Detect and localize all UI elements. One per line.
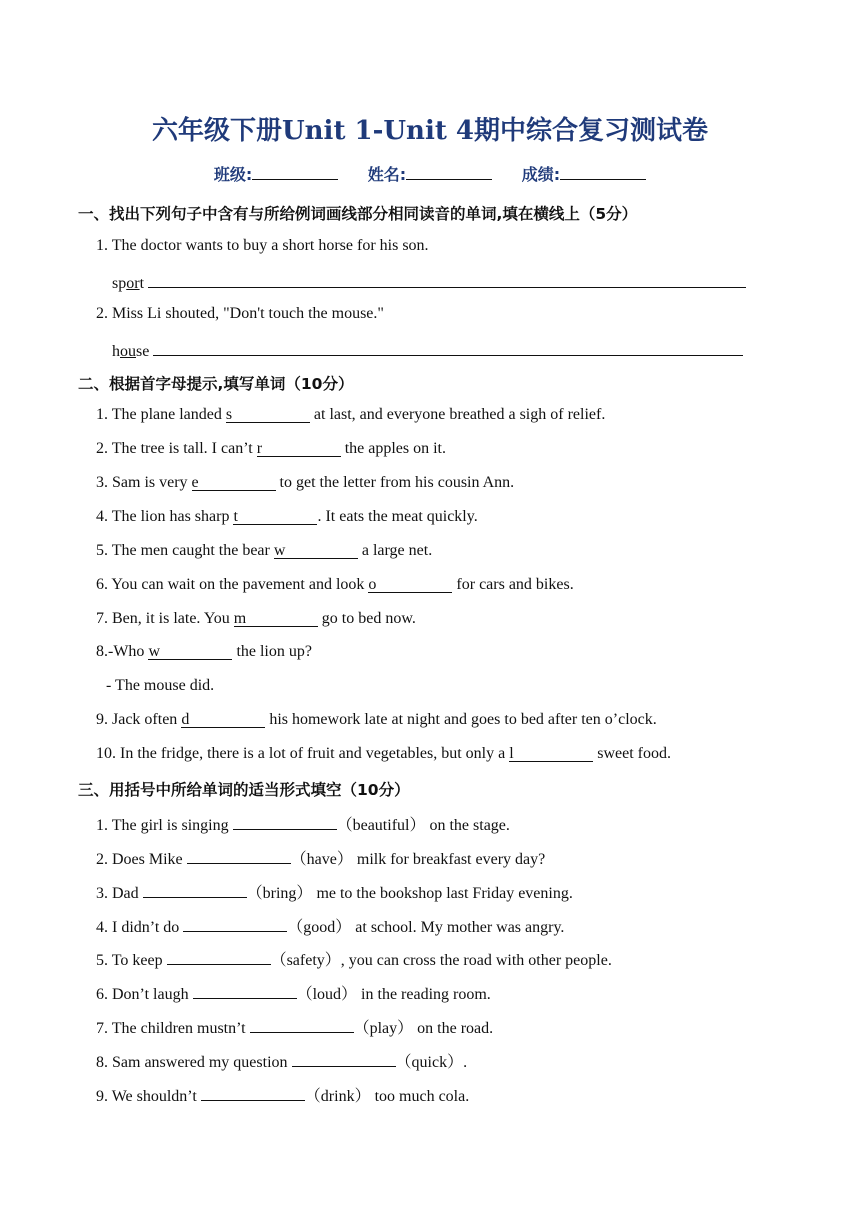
bracket-hint: （have） xyxy=(290,851,353,868)
letter-blank[interactable] xyxy=(509,745,593,762)
question-text: 1. The girl is singing xyxy=(96,817,233,834)
first-letter-hint: l xyxy=(509,745,514,762)
question-text: 3. Sam is very xyxy=(96,474,192,491)
bracket-hint: （good） xyxy=(287,919,352,936)
question-text: at school. My mother was angry. xyxy=(351,919,565,936)
question-text: 7. The children mustn’t xyxy=(96,1020,250,1037)
example-word-suffix: se xyxy=(136,343,150,360)
s2-question-3 xyxy=(96,474,514,492)
bracket-hint: （safety） xyxy=(270,952,341,969)
class-label: 班级: xyxy=(213,165,253,184)
bracket-hint: （bring） xyxy=(246,885,313,902)
word-form-blank[interactable] xyxy=(167,948,271,965)
score-blank[interactable] xyxy=(560,163,646,180)
s3-question-9 xyxy=(96,1083,469,1106)
word-form-blank[interactable] xyxy=(292,1050,396,1067)
question-text: milk for breakfast every day? xyxy=(352,851,546,868)
s3-question-6 xyxy=(96,981,491,1004)
s2-question-10 xyxy=(96,745,671,763)
question-text: , you can cross the road with other people. xyxy=(340,952,612,969)
question-text: . xyxy=(463,1054,468,1071)
question-text: the apples on it. xyxy=(340,440,446,457)
s3-question-7 xyxy=(96,1015,493,1038)
question-text: 9. We shouldn’t xyxy=(96,1088,201,1105)
first-letter-hint: r xyxy=(256,440,263,457)
letter-blank[interactable] xyxy=(368,576,452,593)
s3-question-4 xyxy=(96,914,564,937)
s2-question-9 xyxy=(96,711,657,729)
s1-question-2: 2. Miss Li shouted, "Don't touch the mouse." xyxy=(96,305,384,322)
example-word-underlined: or xyxy=(126,275,140,292)
question-text: on the stage. xyxy=(425,817,510,834)
s2-question-6 xyxy=(96,576,574,594)
word-form-blank[interactable] xyxy=(250,1016,354,1033)
name-label: 姓名: xyxy=(367,165,407,184)
example-word-prefix: h xyxy=(112,343,120,360)
first-letter-hint: t xyxy=(233,508,238,525)
s2-question-7 xyxy=(96,610,416,628)
question-text: 5. To keep xyxy=(96,952,167,969)
word-form-blank[interactable] xyxy=(201,1084,305,1101)
answer-blank[interactable] xyxy=(148,271,746,288)
letter-blank[interactable] xyxy=(257,440,341,457)
s3-question-8 xyxy=(96,1049,467,1072)
letter-blank[interactable] xyxy=(274,542,358,559)
question-text: too much cola. xyxy=(370,1088,470,1105)
question-text: 2. The tree is tall. I can’t xyxy=(96,440,257,457)
example-word-prefix: sp xyxy=(112,275,127,292)
score-field xyxy=(522,162,646,185)
question-text: for cars and bikes. xyxy=(452,576,574,593)
score-label: 成绩: xyxy=(521,165,561,184)
s1-question-1: 1. The doctor wants to buy a short horse for his son. xyxy=(96,237,429,254)
s1-answer-row-2 xyxy=(112,339,743,361)
question-text: 6. You can wait on the pavement and look xyxy=(96,576,369,593)
question-text: 8. Sam answered my question xyxy=(96,1054,292,1071)
s3-question-1 xyxy=(96,812,510,835)
page-title: 六年级下册Unit 1-Unit 4期中综合复习测试卷 xyxy=(151,116,708,146)
s2-question-1 xyxy=(96,406,605,424)
letter-blank[interactable] xyxy=(226,406,310,423)
bracket-hint: （beautiful） xyxy=(336,817,426,834)
bracket-hint: （drink） xyxy=(304,1088,371,1105)
example-word-suffix: t xyxy=(139,275,145,292)
question-text: 2. Does Mike xyxy=(96,851,187,868)
question-text: 7. Ben, it is late. You xyxy=(96,610,234,627)
letter-blank[interactable] xyxy=(148,643,232,660)
question-text: 3. Dad xyxy=(96,885,143,902)
question-text: go to bed now. xyxy=(317,610,416,627)
question-text: sweet food. xyxy=(593,745,671,762)
question-text: on the road. xyxy=(413,1020,494,1037)
word-form-blank[interactable] xyxy=(187,847,291,864)
question-text: 1. The plane landed xyxy=(96,406,226,423)
first-letter-hint: w xyxy=(148,643,160,660)
letter-blank[interactable] xyxy=(192,474,276,491)
section-1-heading: 一、找出下列句子中含有与所给例词画线部分相同读音的单词,填在横线上（5分） xyxy=(78,205,638,223)
name-blank[interactable] xyxy=(406,163,492,180)
question-text: 4. I didn’t do xyxy=(96,919,184,936)
question-text: his homework late at night and goes to bed after ten o’clock. xyxy=(265,711,657,728)
question-text: me to the bookshop last Friday evening. xyxy=(312,885,573,902)
first-letter-hint: w xyxy=(273,542,286,559)
question-text: 10. In the fridge, there is a lot of fruit and vegetables, but only a xyxy=(96,745,510,762)
question-text: at last, and everyone breathed a sigh of relief. xyxy=(309,406,606,423)
class-field xyxy=(214,162,338,185)
s2-question-4 xyxy=(96,508,478,526)
word-form-blank[interactable] xyxy=(233,813,337,830)
question-text: to get the letter from his cousin Ann. xyxy=(275,474,515,491)
bracket-hint: （quick） xyxy=(395,1054,464,1071)
question-text: 9. Jack often xyxy=(96,711,182,728)
letter-blank[interactable] xyxy=(234,610,318,627)
question-text: in the reading room. xyxy=(357,986,491,1003)
s3-question-2 xyxy=(96,846,545,869)
example-word-underlined: ou xyxy=(120,343,136,360)
first-letter-hint: s xyxy=(225,406,233,423)
letter-blank[interactable] xyxy=(233,508,317,525)
first-letter-hint: e xyxy=(191,474,199,491)
s2-question-5 xyxy=(96,542,432,560)
question-text: . It eats the meat quickly. xyxy=(317,508,478,525)
s2-question-2 xyxy=(96,440,446,458)
s2-question-8-answer: - The mouse did. xyxy=(106,677,215,694)
name-field xyxy=(368,162,492,185)
question-text: 4. The lion has sharp xyxy=(96,508,234,525)
s3-question-3 xyxy=(96,880,573,903)
section-2-heading: 二、根据首字母提示,填写单词（10分） xyxy=(78,375,354,393)
section-3-heading: 三、用括号中所给单词的适当形式填空（10分） xyxy=(78,781,410,799)
bracket-hint: （play） xyxy=(353,1020,414,1037)
student-info-row xyxy=(0,162,860,185)
question-text: 6. Don’t laugh xyxy=(96,986,193,1003)
first-letter-hint: o xyxy=(368,576,377,593)
class-blank[interactable] xyxy=(252,163,338,180)
question-text: a large net. xyxy=(357,542,433,559)
s1-answer-row-1 xyxy=(112,271,746,293)
word-form-blank[interactable] xyxy=(143,881,247,898)
question-text: 8.-Who xyxy=(96,643,149,660)
s2-question-8 xyxy=(96,643,312,661)
question-text: 5. The men caught the bear xyxy=(96,542,274,559)
s3-question-5 xyxy=(96,947,612,970)
word-form-blank[interactable] xyxy=(183,915,287,932)
first-letter-hint: m xyxy=(233,610,247,627)
first-letter-hint: d xyxy=(181,711,190,728)
bracket-hint: （loud） xyxy=(296,986,358,1003)
word-form-blank[interactable] xyxy=(193,982,297,999)
answer-blank[interactable] xyxy=(153,339,743,356)
question-text: the lion up? xyxy=(232,643,312,660)
letter-blank[interactable] xyxy=(181,711,265,728)
